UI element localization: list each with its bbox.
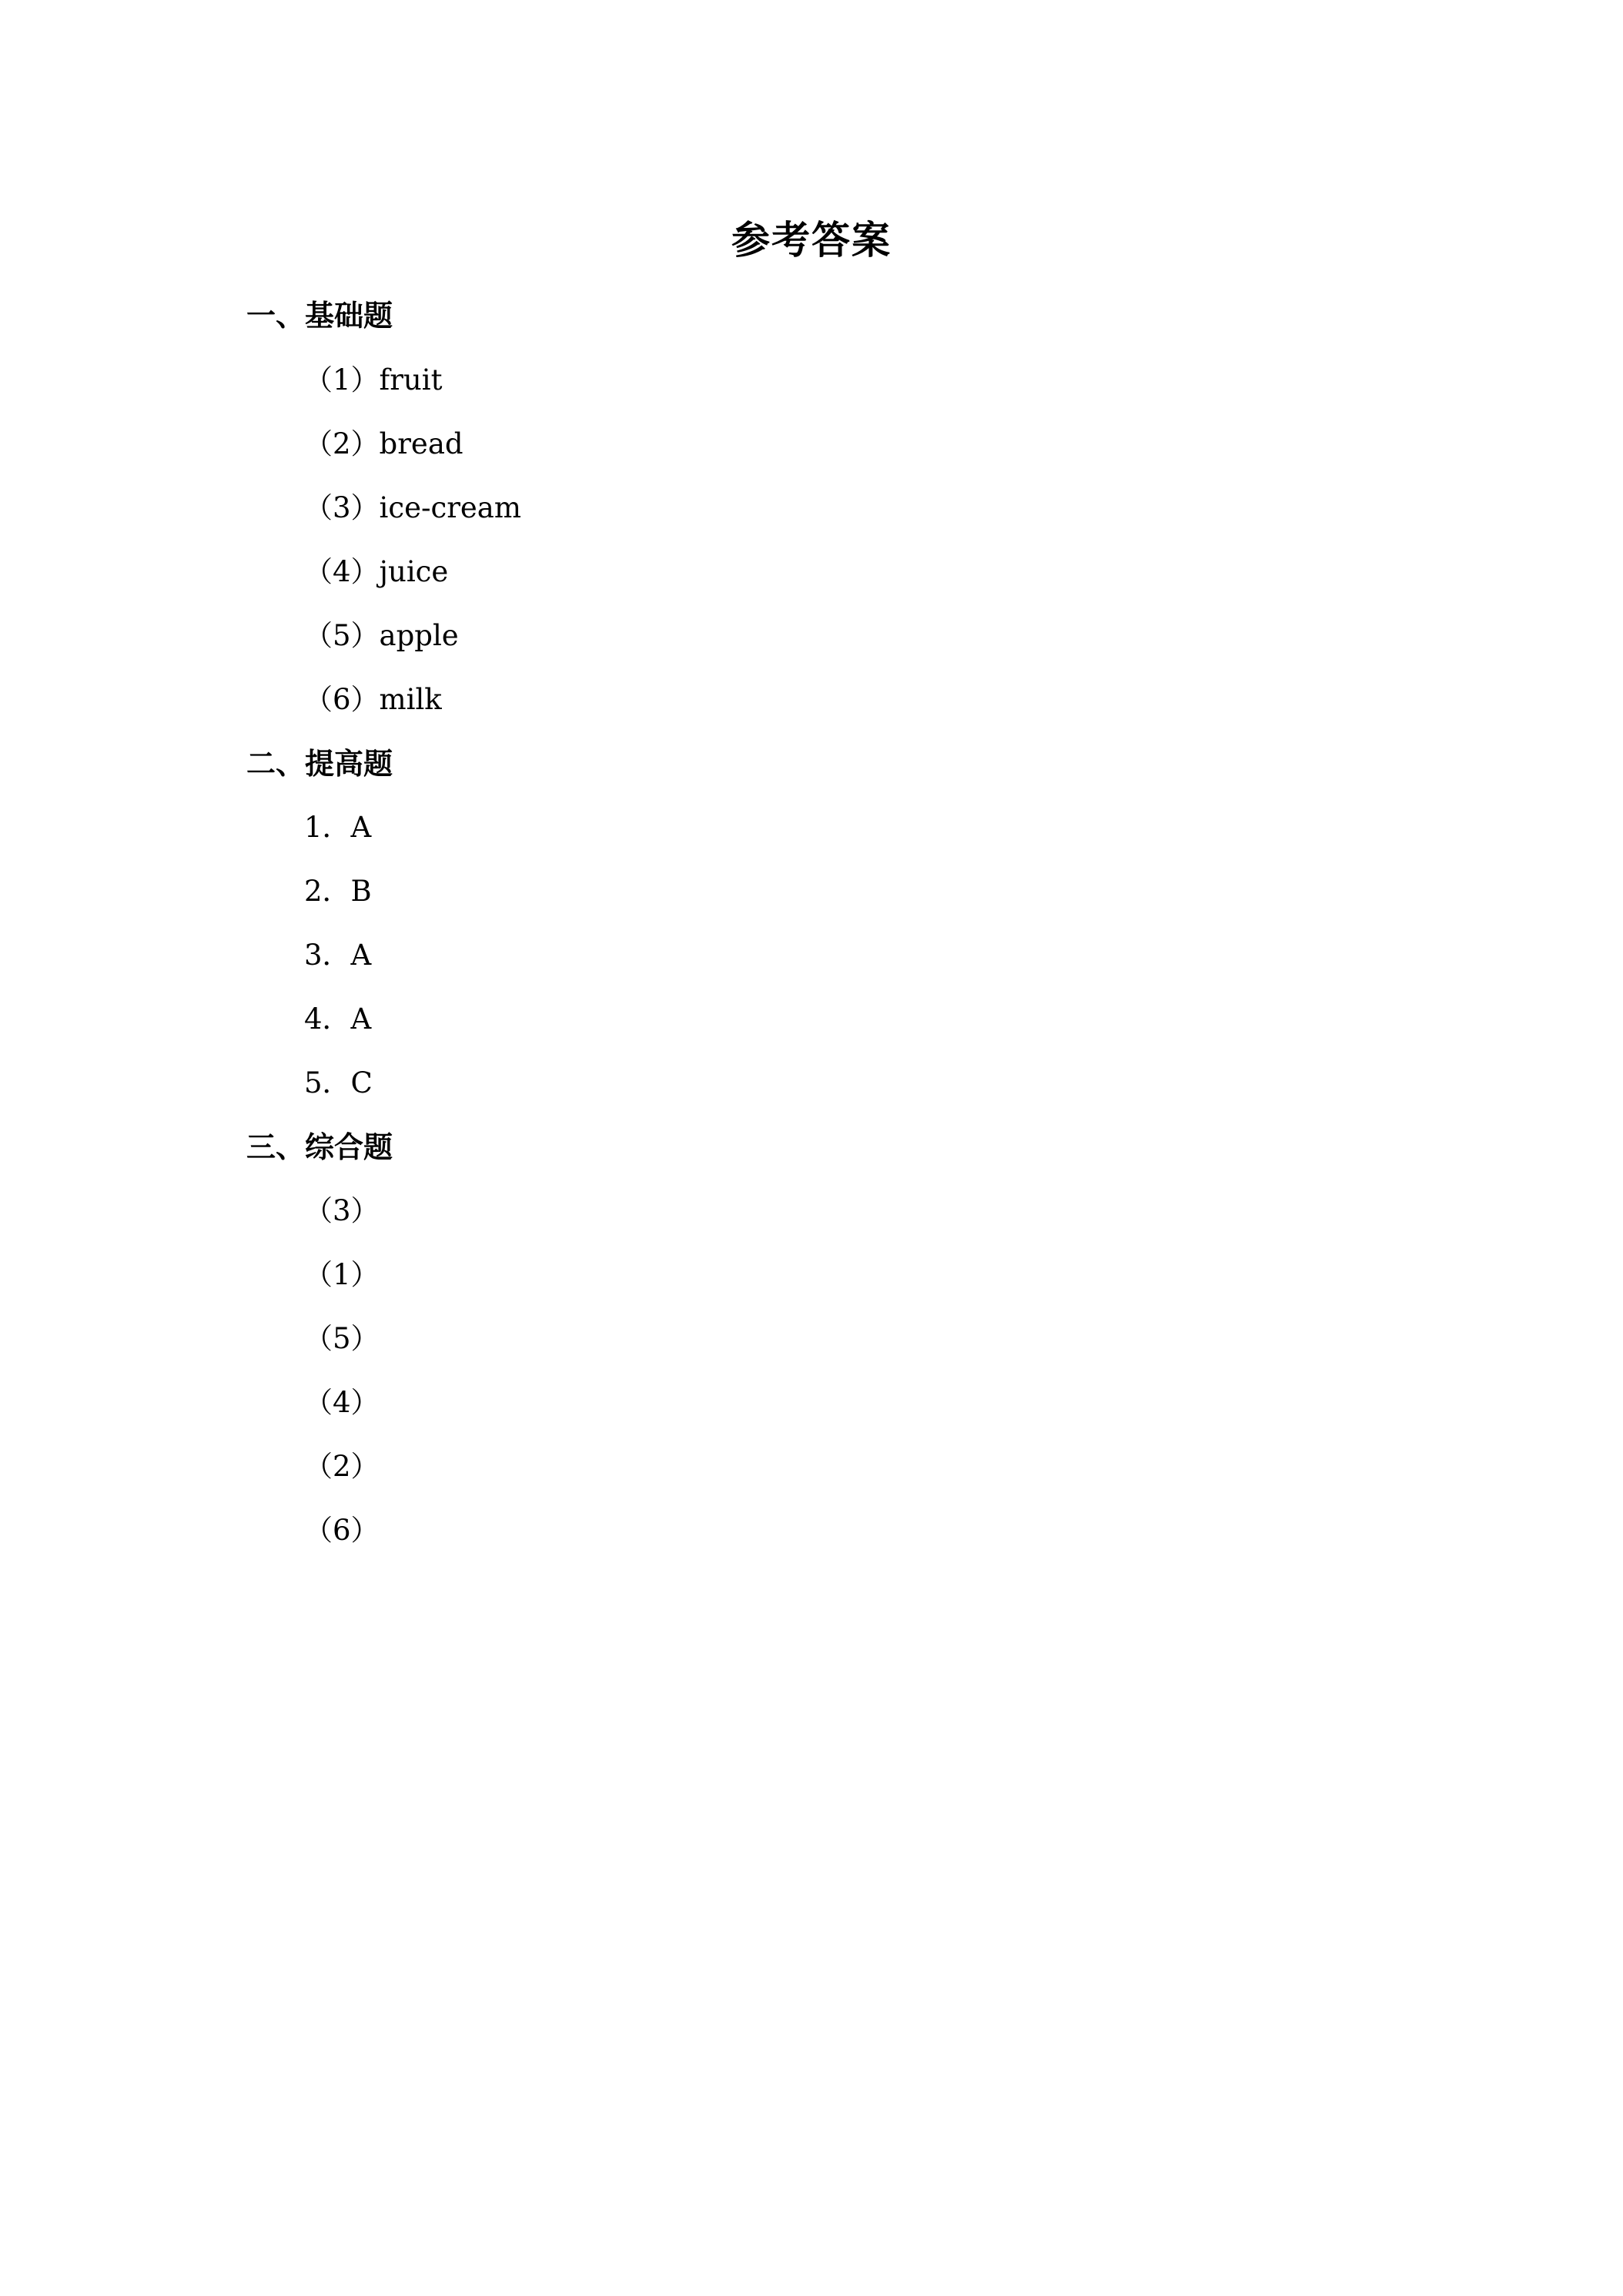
item-number: 4． xyxy=(304,1002,351,1036)
section-heading-basic: 一、基础题 xyxy=(246,298,393,333)
item-number: （4） xyxy=(304,1386,380,1419)
item-number: 5． xyxy=(304,1066,351,1099)
item-number: （6） xyxy=(304,683,380,716)
item-answer: A xyxy=(350,1002,372,1036)
item-number: （5） xyxy=(304,619,380,652)
list-item xyxy=(304,1060,373,1106)
item-answer: milk xyxy=(379,683,442,716)
page-title: 参考答案 xyxy=(731,217,892,263)
item-number: 2． xyxy=(304,875,351,908)
item-answer: apple xyxy=(379,619,459,652)
list-item xyxy=(304,485,521,531)
item-number: （2） xyxy=(304,1450,380,1483)
item-answer: ice-cream xyxy=(379,491,521,524)
list-item xyxy=(304,1252,380,1298)
item-answer: fruit xyxy=(379,363,443,397)
list-item xyxy=(304,613,459,659)
item-number: （5） xyxy=(304,1322,380,1355)
list-item xyxy=(304,805,371,851)
list-item xyxy=(304,996,371,1043)
list-item xyxy=(304,1188,380,1234)
section-heading-comprehensive: 三、综合题 xyxy=(246,1130,393,1164)
list-item xyxy=(304,1316,380,1362)
item-answer: B xyxy=(350,875,372,908)
item-number: （1） xyxy=(304,363,380,397)
item-number: 3． xyxy=(304,939,351,972)
list-item xyxy=(304,677,442,723)
list-item xyxy=(304,1444,380,1490)
item-answer: A xyxy=(350,939,372,972)
item-number: （3） xyxy=(304,491,380,524)
list-item xyxy=(304,869,372,915)
item-number: （4） xyxy=(304,555,380,588)
list-item xyxy=(304,421,463,467)
list-item xyxy=(304,1508,380,1554)
item-answer: A xyxy=(350,811,372,844)
item-number: 1． xyxy=(304,811,351,844)
item-answer: bread xyxy=(379,427,463,460)
item-answer: C xyxy=(350,1066,373,1099)
item-number: （3） xyxy=(304,1194,380,1227)
item-number: （6） xyxy=(304,1514,380,1547)
list-item xyxy=(304,549,448,595)
list-item xyxy=(304,1380,380,1426)
list-item xyxy=(304,357,442,403)
section-heading-advanced: 二、提高题 xyxy=(246,746,393,781)
item-number: （2） xyxy=(304,427,380,460)
item-number: （1） xyxy=(304,1258,380,1291)
item-answer: juice xyxy=(379,555,449,588)
list-item xyxy=(304,932,371,979)
